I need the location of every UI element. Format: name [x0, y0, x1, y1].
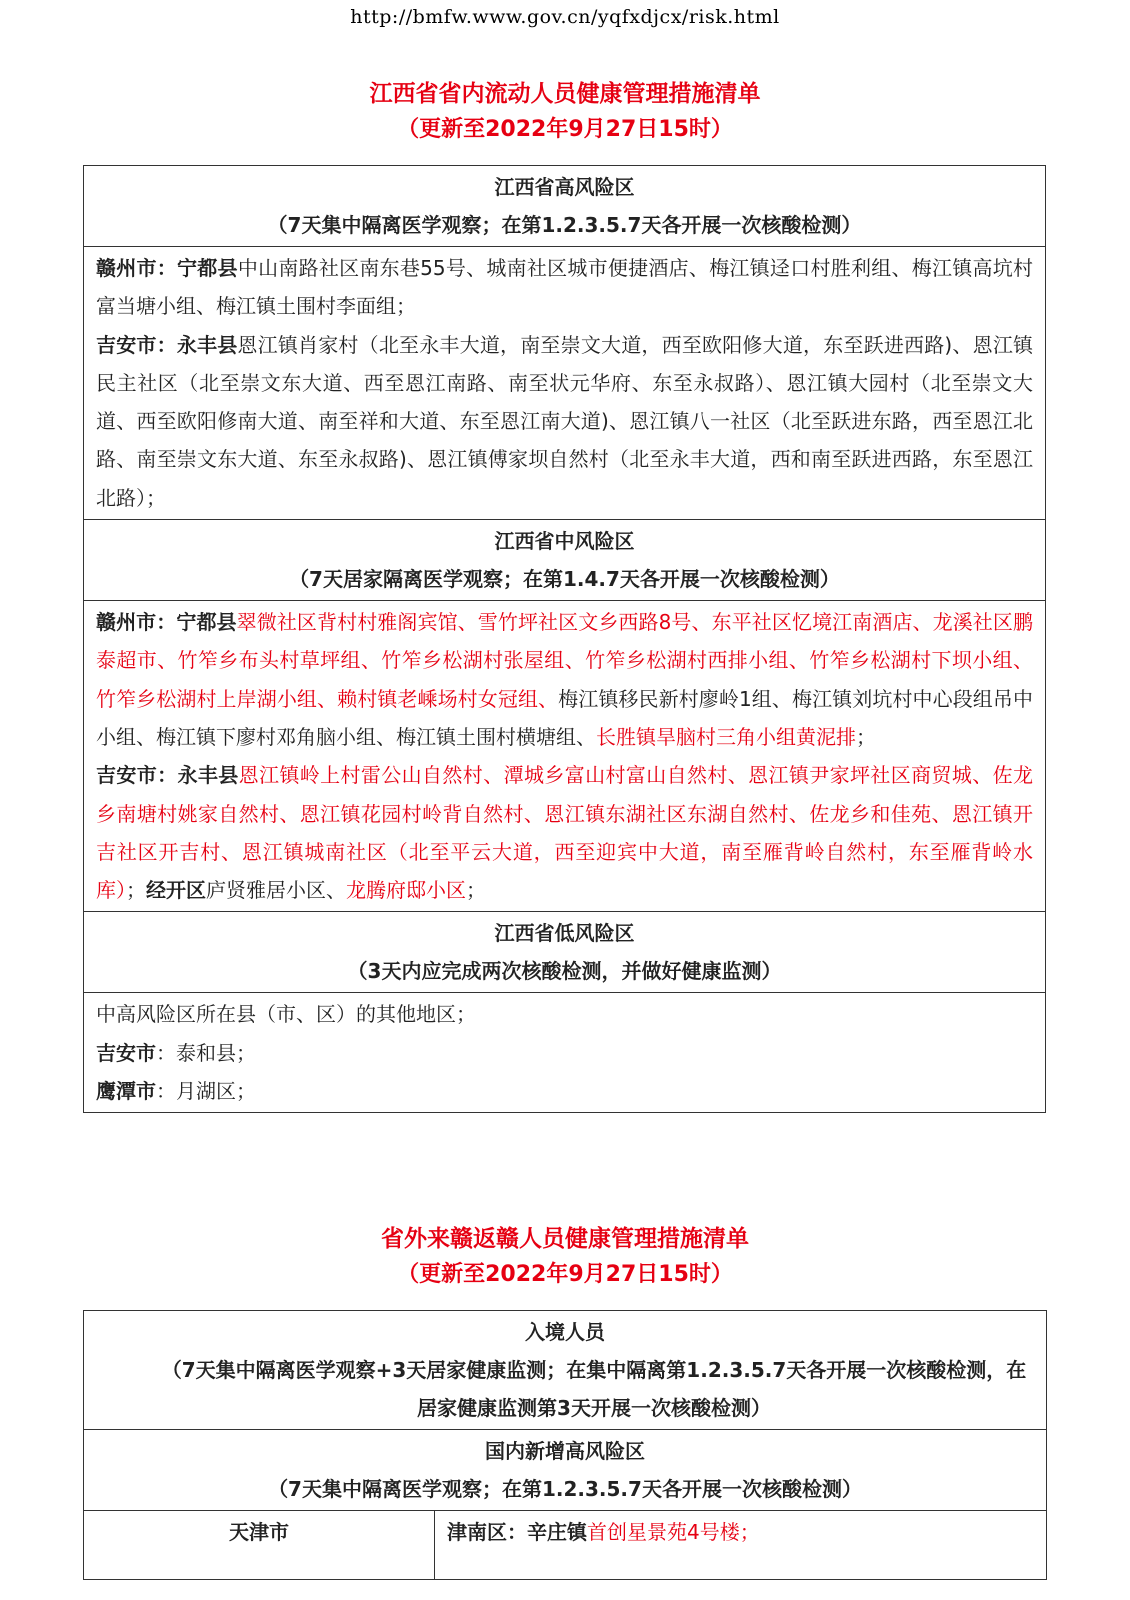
domestic-high-note: （7天集中隔离医学观察；在第1.2.3.5.7天各开展一次核酸检测） [268, 1477, 862, 1501]
county-label: 宁都县 [176, 610, 237, 635]
punctuation: ； [466, 878, 486, 903]
section1-table [83, 165, 1046, 1113]
entry-note: （7天集中隔离医学观察+3天居家健康监测；在集中隔离第1.2.3.5.7天各开展一次核酸检测，在居家健康监测第3天开展一次核酸检测） [161, 1358, 1027, 1420]
city-cell: 天津市 [84, 1511, 435, 1580]
district-label: 经开区 [146, 878, 206, 903]
table-row [84, 1511, 1047, 1580]
city-label: 赣州市： [96, 610, 177, 635]
area-text: 恩江镇肖家村（北至永丰大道，南至崇文大道，西至欧阳修大道，东至跃进西路)、恩江镇民主社区（北至崇文东大道、西至恩江南路、南至状元华府、东至永叔路）、恩江镇大园村（北至崇文大道、西至欧阳修南大道、南至祥和大道、东至恩江南大道)、恩江镇八一社区（北至跃进东路，西至恩江北路、南至崇文东大道、东至永叔路)、恩江镇傅家坝自然村（北至永丰大道，西和南至跃进西路，东至恩江北路）； [96, 332, 1034, 510]
city-label: 吉安市 [96, 1040, 156, 1065]
section1-subtitle: （更新至2022年9月27日15时） [397, 117, 733, 142]
low-risk-list [84, 993, 1046, 1113]
area-text: 庐贤雅居小区、 [206, 878, 346, 903]
section1-title: 江西省省内流动人员健康管理措施清单 [369, 81, 761, 107]
punctuation: ； [126, 878, 146, 903]
high-risk-title: 江西省高风险区 [494, 175, 635, 199]
entry-title: 入境人员 [525, 1320, 605, 1344]
low-yingtan-entry [96, 1072, 1033, 1110]
punctuation: ； [856, 724, 876, 749]
area-cell [435, 1511, 1047, 1580]
area-text: ：月湖区； [156, 1079, 256, 1104]
high-ganzhou-entry [96, 249, 1033, 326]
medium-risk-note: （7天居家隔离医学观察；在第1.4.7天各开展一次核酸检测） [289, 567, 840, 592]
high-jian-entry [96, 326, 1033, 517]
medium-ganzhou-entry [96, 603, 1033, 756]
medium-jian-entry [96, 756, 1033, 909]
medium-risk-title: 江西省中风险区 [494, 529, 635, 554]
domestic-high-title: 国内新增高风险区 [485, 1439, 645, 1463]
high-risk-note: （7天集中隔离医学观察；在第1.2.3.5.7天各开展一次核酸检测） [267, 213, 862, 237]
new-area-text: 翠微社区背村村雅阁宾馆、雪竹坪社区文乡西路8号、东平社区忆境江南酒店、龙溪社区鹏泰超市、竹笮乡布头村草坪组、竹笮乡松湖村张屋组、竹笮乡松湖村西排小组、竹笮乡松湖村下坝小组、竹笮乡松湖村上岸湖小组、赖村镇老嵊场村女冠组、 [96, 610, 1033, 711]
new-area-text: 首创星景苑4号楼； [587, 1520, 760, 1544]
county-label: 宁都县 [177, 256, 238, 280]
section1-title-block [0, 76, 1130, 148]
county-label: 永丰县 [176, 332, 238, 357]
low-general-line: 中高风险区所在县（市、区）的其他地区； [96, 1002, 476, 1027]
low-risk-title: 江西省低风险区 [494, 921, 635, 946]
section2-subtitle: （更新至2022年9月27日15时） [397, 1262, 733, 1287]
high-risk-header [84, 166, 1046, 247]
low-jian-entry [96, 1034, 1033, 1072]
city-label: 吉安市： [96, 332, 177, 357]
section2-title-block [0, 1221, 1130, 1293]
new-area-text: 龙腾府邸小区 [346, 878, 466, 903]
city-label: 吉安市： [96, 763, 178, 788]
new-area-text: 恩江镇岭上村雷公山自然村、潭城乡富山村富山自然村、恩江镇尹家坪社区商贸城、佐龙乡南塘村姚家自然村、恩江镇花园村岭背自然村、恩江镇东湖社区东湖自然村、佐龙乡和佳苑、恩江镇开吉社区开吉村、恩江镇城南社区（北至平云大道，西至迎宾中大道，南至雁背岭自然村，东至雁背岭水库） [96, 763, 1034, 903]
city-label: 赣州市： [96, 256, 178, 280]
section2-title: 省外来赣返赣人员健康管理措施清单 [381, 1226, 749, 1252]
city-label: 鹰潭市 [96, 1079, 156, 1104]
medium-risk-header [84, 520, 1046, 601]
high-risk-list [84, 247, 1046, 520]
domestic-high-header [84, 1430, 1047, 1511]
low-risk-note: （3天内应完成两次核酸检测，并做好健康监测） [347, 959, 782, 984]
area-text: ：泰和县； [156, 1040, 256, 1065]
area-text: 中山南路社区南东巷55号、城南社区城市便捷酒店、梅江镇迳口村胜利组、梅江镇高坑村富当塘小组、梅江镇土围村李面组； [96, 256, 1034, 319]
area-text: 梅江镇移民新村廖岭1组、梅江镇刘坑村中心段组吊中小组、梅江镇下廖村邓角脑小组、梅江镇土围村横塘组、 [96, 686, 1033, 749]
new-area-text: 长胜镇旱脑村三角小组黄泥排 [596, 724, 856, 749]
section2-table [83, 1310, 1047, 1580]
low-risk-header [84, 912, 1046, 993]
entry-header [84, 1311, 1047, 1430]
medium-risk-list [84, 601, 1046, 912]
county-label: 永丰县 [177, 763, 239, 788]
district-label: 津南区：辛庄镇 [447, 1520, 587, 1544]
source-url: http://bmfw.www.gov.cn/yqfxdjcx/risk.html [350, 6, 780, 28]
